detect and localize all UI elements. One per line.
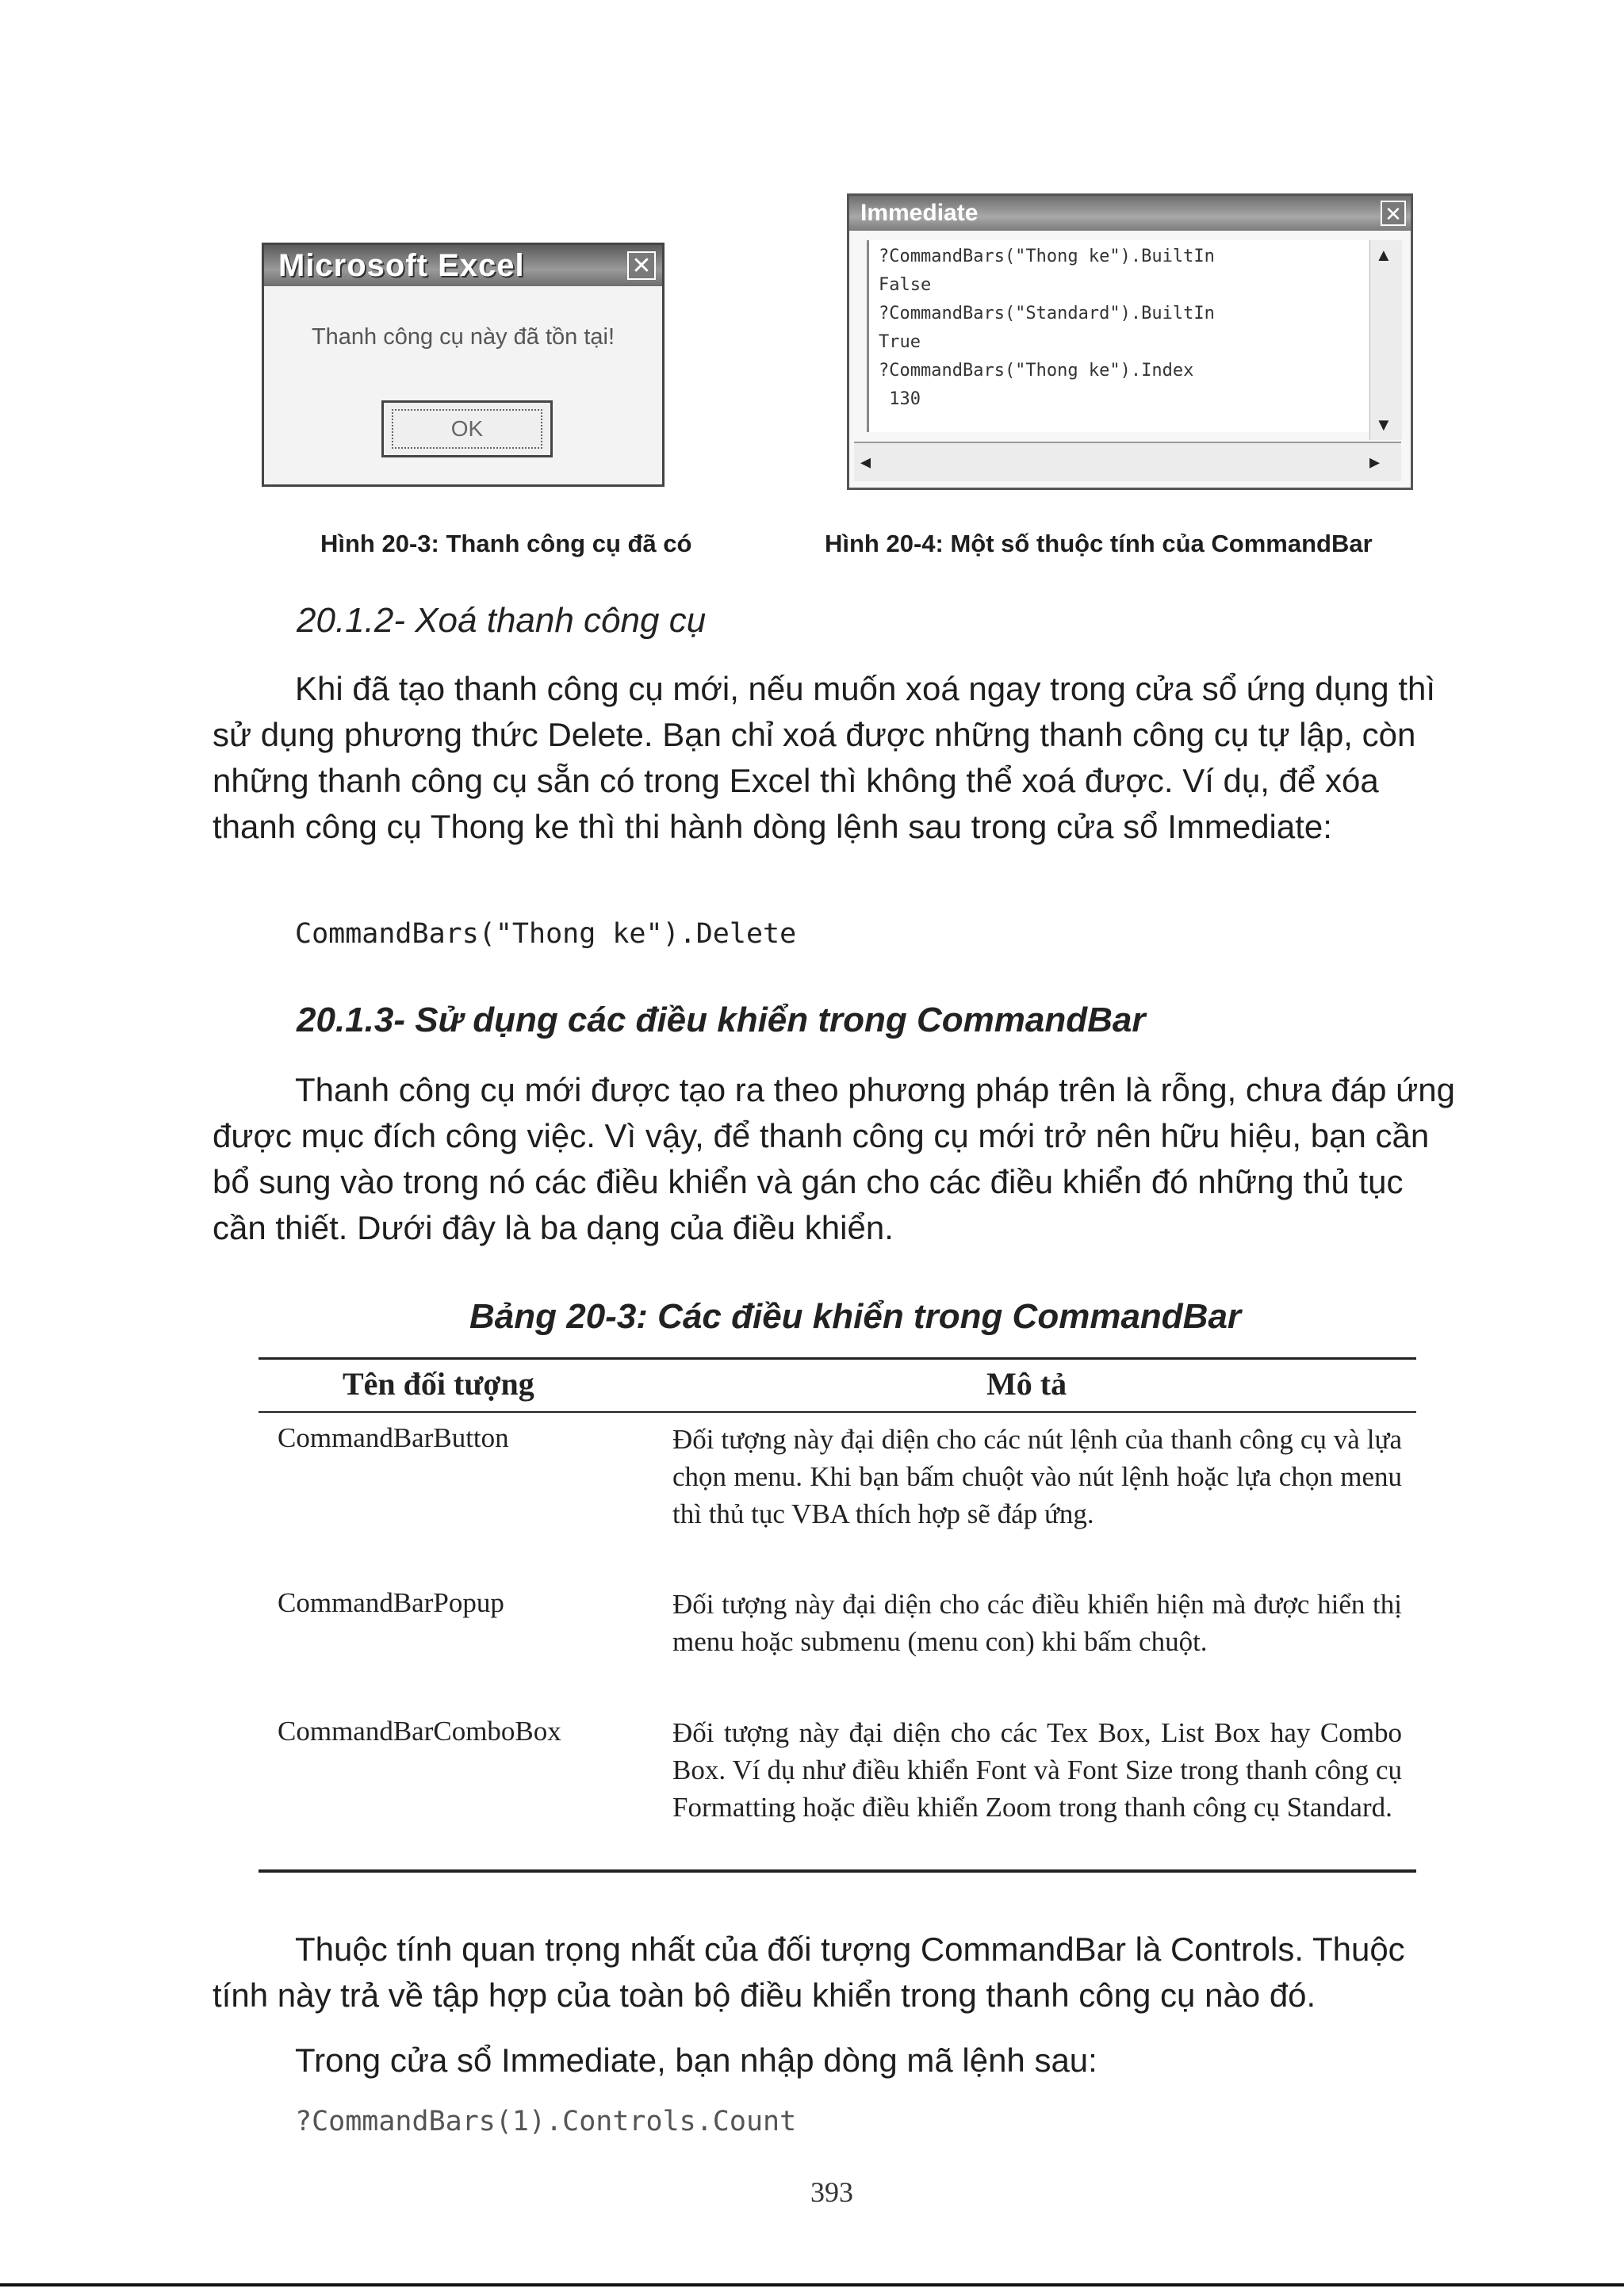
section-heading-20-1-3: 20.1.3- Sử dụng các điều khiển trong CommandBar bbox=[297, 1001, 1146, 1039]
scroll-up-arrow-icon[interactable]: ▲ bbox=[1375, 245, 1392, 265]
immediate-line: 130 bbox=[879, 389, 921, 409]
immediate-line: ?CommandBars("Thong ke").BuiltIn bbox=[879, 247, 1215, 266]
immediate-line: False bbox=[879, 275, 932, 295]
figure-caption-20-3: Hình 20-3: Thanh công cụ đã có bbox=[320, 530, 692, 557]
immediate-title-bar bbox=[849, 196, 1411, 231]
paragraph-text: Thanh công cụ mới được tạo ra theo phương pháp trên là rỗng, chưa đáp ứng được mục đích công việc. Vì vậy, để thanh công cụ mới trở nên hữu hiệu, bạn cần bổ sung vào trong nó các điều khiển và gán cho các điều khiển đó những thủ tục cần thiết. Dưới đây là ba dạng của điều khiển. bbox=[213, 1071, 1455, 1246]
scroll-left-arrow-icon[interactable]: ◂ bbox=[860, 450, 871, 473]
table-header-description: Mô tả bbox=[986, 1366, 1067, 1402]
table-top-rule bbox=[259, 1357, 1416, 1360]
page-bottom-border bbox=[0, 2283, 1624, 2286]
table-header-rule bbox=[259, 1411, 1416, 1413]
ok-button[interactable] bbox=[381, 400, 553, 457]
immediate-text-area[interactable] bbox=[867, 240, 1369, 432]
section-20-1-3-paragraph bbox=[213, 1067, 1464, 1251]
close-icon[interactable]: ✕ bbox=[1381, 201, 1406, 226]
section-heading-20-1-2: 20.1.2- Xoá thanh công cụ bbox=[297, 601, 707, 640]
paragraph-text: Trong cửa sổ Immediate, bạn nhập dòng mã lệnh sau: bbox=[295, 2042, 1097, 2079]
dialog-title-bar bbox=[264, 245, 662, 286]
table-cell-description: Đối tượng này đại diện cho các Tex Box, List Box hay Combo Box. Ví dụ như điều khiển Font và Font Size trong thanh công cụ Formatting hoặc điều khiển Zoom trong thanh công cụ Standard. bbox=[672, 1717, 1402, 1823]
code-line-controls-count: ?CommandBars(1).Controls.Count bbox=[295, 2106, 797, 2137]
table-bottom-rule bbox=[259, 1869, 1416, 1873]
closing-paragraph bbox=[213, 1927, 1464, 2019]
horizontal-scrollbar[interactable] bbox=[854, 442, 1401, 481]
ok-button-label: OK bbox=[392, 409, 542, 449]
table-cell-description: Đối tượng này đại diện cho các nút lệnh của thanh công cụ và lựa chọn menu. Khi bạn bấm chuột vào nút lệnh hoặc lựa chọn menu thì thủ tục VBA thích hợp sẽ đáp ứng. bbox=[672, 1424, 1402, 1529]
immediate-window bbox=[847, 193, 1413, 490]
scroll-right-arrow-icon[interactable]: ▸ bbox=[1369, 450, 1381, 473]
scroll-down-arrow-icon[interactable]: ▼ bbox=[1375, 415, 1392, 434]
table-cell-name: CommandBarComboBox bbox=[278, 1716, 561, 1747]
excel-message-dialog bbox=[262, 243, 665, 487]
immediate-line: ?CommandBars("Thong ke").Index bbox=[879, 361, 1194, 381]
paragraph-text: Thuộc tính quan trọng nhất của đối tượng CommandBar là Controls. Thuộc tính này trả về tập hợp của toàn bộ điều khiển trong thanh công cụ nào đó. bbox=[213, 1931, 1405, 2014]
table-cell-name: CommandBarButton bbox=[278, 1422, 509, 1453]
closing-instruction bbox=[213, 2038, 1464, 2084]
immediate-title: Immediate bbox=[860, 200, 979, 226]
paragraph-text: Khi đã tạo thanh công cụ mới, nếu muốn xoá ngay trong cửa sổ ứng dụng thì sử dụng phương thức Delete. Bạn chỉ xoá được những thanh công cụ tự lập, còn những thanh công cụ sẵn có trong Excel thì không thể xoá được. Ví dụ, để xóa thanh công cụ Thong ke thì thi hành dòng lệnh sau trong cửa sổ Immediate: bbox=[213, 670, 1436, 845]
figure-caption-20-4: Hình 20-4: Một số thuộc tính của CommandBar bbox=[825, 530, 1373, 557]
table-title: Bảng 20-3: Các điều khiển trong CommandBar bbox=[469, 1297, 1242, 1336]
vertical-scrollbar[interactable] bbox=[1369, 240, 1402, 440]
immediate-line: True bbox=[879, 332, 921, 352]
close-icon[interactable]: ✕ bbox=[627, 251, 656, 280]
section-20-1-2-paragraph bbox=[213, 666, 1464, 850]
table-cell-name: CommandBarPopup bbox=[278, 1587, 504, 1618]
immediate-line: ?CommandBars("Standard").BuiltIn bbox=[879, 304, 1215, 323]
table-cell-description: Đối tượng này đại diện cho các điều khiển hiện mà được hiển thị menu hoặc submenu (menu con) khi bấm chuột. bbox=[672, 1589, 1402, 1657]
dialog-message: Thanh công cụ này đã tồn tại! bbox=[311, 324, 615, 350]
table-header-name: Tên đối tượng bbox=[343, 1366, 534, 1402]
dialog-title: Microsoft Excel bbox=[278, 247, 525, 283]
page-number: 393 bbox=[810, 2176, 853, 2208]
code-line-delete: CommandBars("Thong ke").Delete bbox=[295, 918, 797, 950]
